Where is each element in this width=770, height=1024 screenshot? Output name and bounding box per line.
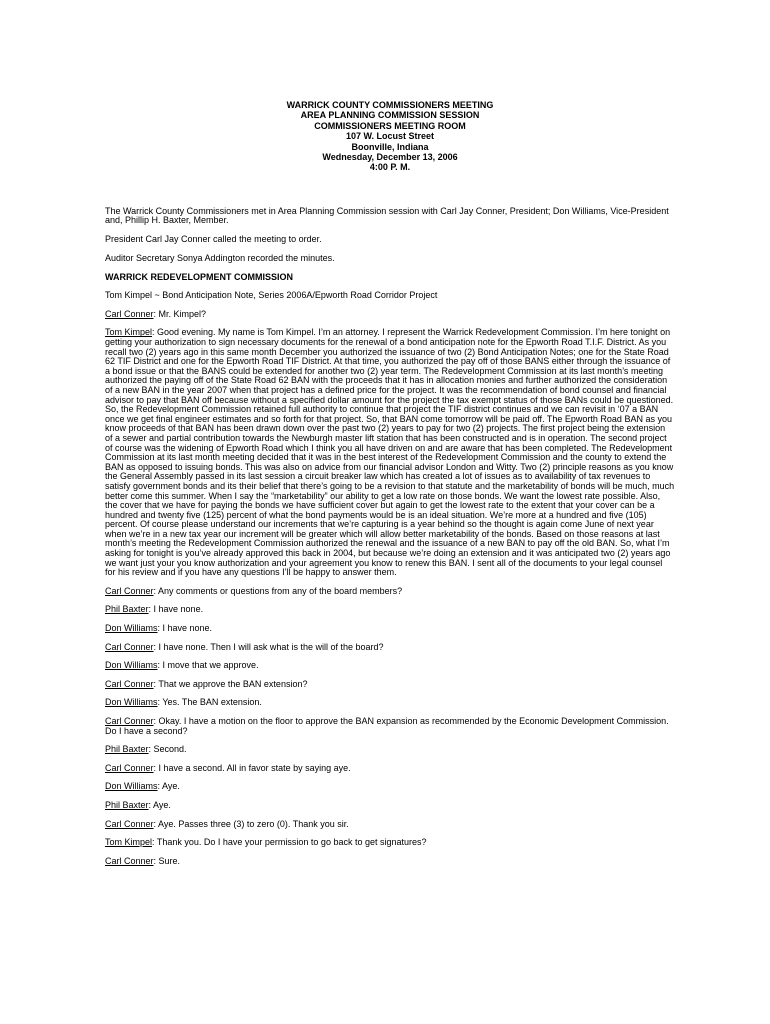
speaker-text: : Aye. (157, 781, 180, 792)
header-title: WARRICK COUNTY COMMISSIONERS MEETING (286, 100, 494, 110)
dialogue-entry (105, 820, 675, 830)
speaker-name: Carl Conner (105, 855, 154, 866)
speaker-name: Don Williams (105, 697, 158, 708)
speaker-text: : Aye. Passes three (3) to zero (0). Thank you sir. (153, 818, 349, 829)
document-header (105, 100, 675, 173)
dialogue-entry (105, 643, 675, 653)
intro-attendance: The Warrick County Commissioners met in Area Planning Commission session with Carl Jay Conner, President; Don Williams, Vice-President and, Phillip H. Baxter, Member. (105, 205, 669, 226)
speaker-text: : Second. (148, 744, 187, 755)
dialogue-entry (105, 764, 675, 774)
dialogue-entry (105, 310, 675, 320)
dialogue-entry (105, 587, 675, 597)
speaker-name: Phil Baxter (105, 604, 149, 615)
speaker-text: : I have none. (148, 604, 204, 615)
speaker-text: : Any comments or questions from any of the board members? (153, 585, 403, 596)
speaker-name: Carl Conner (105, 762, 154, 773)
speaker-text: : I have a second. All in favor state by saying aye. (153, 762, 351, 773)
dialogue-entry (105, 801, 675, 811)
speaker-text: : Mr. Kimpel? (153, 308, 207, 319)
speaker-text: : Aye. (148, 799, 171, 810)
speaker-text: : Thank you. Do I have your permission to go back to get signatures? (152, 837, 427, 848)
speaker-name: Don Williams (105, 781, 158, 792)
dialogue-entry (105, 698, 675, 708)
speaker-name: Phil Baxter (105, 799, 149, 810)
speaker-text: : Good evening. My name is Tom Kimpel. I’m an attorney. I represent the Warrick Redevelopment Commission. I’m here tonight on getting your authorization to sign necessary documents for the renewal of a bond anticipation note for the Epworth Road T.I.F. District. As you recall two (2) years ago in this same month December you authorized the issuance of two (2) Bond Anticipation Notes; one for the State Road 62 TIF District and one for the Epworth Road TIF District. At that time, you authorized the pay off of those BANS either through the issuance of a bond issue or that the BANS could be extended for another two (2) year term. The Redevelopment Commission at its last month’s meeting authorized the paying off of the State Road 62 BAN with the proceeds that it has in allocation monies and further authorized the consideration of a new BAN in the year 2007 when that project has a defined price for the project. It was the recommendation of bond counsel and financial advisor to pay that BAN off because without a specified dollar amount for the project the tax exempt status of those BANs could be questioned. So, the Redevelopment Commission retained full authority to continue that project the TIF district continues and we can revisit in ‘07 a BAN once we get final engineer estimates and so forth for that project. So, that BAN come tomorrow will be paid off. The Epworth Road BAN as you know proceeds of that BAN has been drawn down over the past two (2) years to pay for two (2) projects. The first project being the extension of a sewer and partial contribution towards the Newburgh master lift station that has been constructed and is in operation. The second project of course was the widening of Epworth Road which I think you all have driven on and are aware that has been completed. The Redevelopment Commission at its last month meeting decided that it was in the best interest of the Redevelopment Commission and the county to extend the BAN as opposed to issuing bonds. This was also on advice from our financial advisor London and Witty. Two (2) principle reasons as you know the General Assembly passed in its last session a circuit breaker law which has created a lot of issues as to availability of tax revenues to satisfy government bonds and its their belief that there’s going to be a revision to that statute and the marketability of bonds will be much, much better come this summer. When I say the “marketability” our ability to get a low rate on those bonds. We want the lowest rate possible. Also, the cover that we have for paying the bonds we have sufficient cover but again to get the lowest rate to the extent that your cover can be a hundred and twenty five (125) percent of what the bond payments would be is an ideal situation. We’re more at a hundred and five (105) percent. Of course please understand our increments that we’re capturing is a year behind so the thought is again come June of next year when we’re in a new tax year our increment will be greater which will allow better marketability of the bonds. Based on those reasons at last month’s meeting the Redevelopment Commission authorized the renewal and the issuance of a new BAN to pay off the old BAN. So, what I’m asking for tonight is you’ve already approved this back in 2004, but because we’re doing an extension and it was anticipated two (2) years ago we want just your you know authorization and your agreement you know to renew this BAN. I sent all of the documents to your legal counsel for his review and if you have any questions I’ll be happy to answer them. (105, 327, 675, 578)
header-date: Wednesday, December 13, 2006 (322, 152, 458, 163)
speaker-name: Carl Conner (105, 818, 154, 829)
speaker-name: Carl Conner (105, 678, 154, 689)
dialogue-entry (105, 717, 675, 736)
speaker-name: Phil Baxter (105, 744, 149, 755)
header-session: AREA PLANNING COMMISSION SESSION (300, 110, 480, 121)
document-page (105, 100, 675, 866)
header-street: 107 W. Locust Street (345, 131, 435, 142)
speaker-text: : I have none. Then I will ask what is the will of the board? (153, 641, 384, 652)
speaker-text: : I move that we approve. (157, 660, 259, 671)
dialogue-entry (105, 680, 675, 690)
dialogue-entry (105, 857, 675, 867)
dialogue-entry (105, 782, 675, 792)
intro-call-to-order: President Carl Jay Conner called the meeting to order. (105, 234, 322, 245)
speaker-text: : That we approve the BAN extension? (153, 678, 308, 689)
header-time: 4:00 P. M. (369, 162, 411, 173)
speaker-text: : I have none. (157, 623, 213, 634)
speaker-name: Carl Conner (105, 716, 154, 726)
section-title: WARRICK REDEVELOPMENT COMMISSION (105, 272, 294, 283)
speaker-text: : Okay. I have a motion on the floor to approve the BAN expansion as recommended by the Economic Development Commission. Do I have a second? (105, 716, 669, 736)
speaker-text: : Yes. The BAN extension. (157, 697, 262, 708)
speaker-name: Don Williams (105, 623, 158, 634)
dialogue-entry (105, 624, 675, 634)
dialogue-entry (105, 661, 675, 671)
speaker-name: Tom Kimpel (105, 837, 153, 848)
dialogue-entry (105, 745, 675, 755)
speaker-name: Carl Conner (105, 641, 154, 652)
agenda-item-title: Tom Kimpel ~ Bond Anticipation Note, Series 2006A/Epworth Road Corridor Project (105, 290, 438, 301)
intro-minutes: Auditor Secretary Sonya Addington recorded the minutes. (105, 252, 335, 263)
dialogue (105, 310, 675, 867)
dialogue-entry (105, 328, 675, 577)
speaker-name: Carl Conner (105, 585, 154, 596)
speaker-name: Carl Conner (105, 308, 154, 319)
dialogue-entry (105, 838, 675, 848)
header-city: Boonville, Indiana (351, 141, 429, 152)
speaker-name: Tom Kimpel (105, 327, 153, 338)
speaker-text: : Sure. (153, 855, 181, 866)
dialogue-entry (105, 605, 675, 615)
speaker-name: Don Williams (105, 660, 158, 671)
header-room: COMMISSIONERS MEETING ROOM (314, 120, 466, 131)
